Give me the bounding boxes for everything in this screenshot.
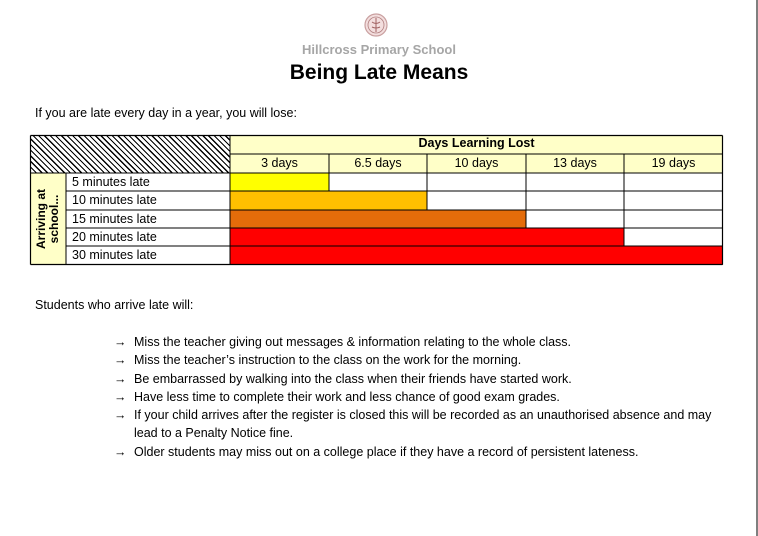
table-grid (30, 135, 723, 265)
column-header: 6.5 days (329, 154, 427, 173)
list-item (114, 351, 724, 369)
column-header: 13 days (526, 154, 624, 173)
row-label: 30 minutes late (66, 246, 230, 265)
row-label: 10 minutes late (66, 191, 230, 210)
list-item-text: Miss the teacher’s instruction to the class on the work for the morning. (134, 353, 522, 368)
school-name: Hillcross Primary School (302, 42, 456, 57)
consequence-list (114, 333, 724, 461)
row-label: 20 minutes late (66, 228, 230, 246)
list-item-text: If your child arrives after the register is closed this will be recorded as an unauthorised absence and may lead to a Penalty Notice fine. (134, 408, 712, 441)
arrow-icon: → (114, 371, 127, 386)
list-item-text: Older students may miss out on a college place if they have a record of persistent lateness. (134, 444, 639, 459)
arrow-icon: → (114, 408, 127, 423)
arrow-icon: → (114, 335, 127, 349)
row-group-label-text: Arriving at school... (34, 189, 61, 250)
table-header-title: Days Learning Lost (230, 135, 723, 154)
list-item-text: Miss the teacher giving out messages & information relating to the whole class. (134, 335, 572, 349)
arrow-icon: → (114, 353, 127, 368)
late-bar (230, 246, 723, 265)
list-item (114, 406, 724, 443)
late-bar (230, 228, 624, 246)
list-item (114, 388, 724, 406)
page-title: Being Late Means (289, 61, 469, 84)
students-heading: Students who arrive late will: (35, 298, 194, 312)
intro-text: If you are late every day in a year, you will lose: (35, 106, 297, 120)
school-crest-icon (364, 13, 388, 37)
list-item (114, 370, 724, 388)
arrow-icon: → (114, 389, 127, 404)
late-days-table (30, 135, 723, 265)
row-label: 15 minutes late (66, 210, 230, 228)
column-header: 19 days (624, 154, 723, 173)
list-item (114, 443, 724, 461)
list-item (114, 333, 724, 351)
column-header: 3 days (230, 154, 329, 173)
list-item-text: Have less time to complete their work and less chance of good exam grades. (134, 389, 560, 404)
late-bar (230, 191, 427, 210)
late-bar (230, 173, 329, 191)
list-item-text: Be embarrassed by walking into the class when their friends have started work. (134, 371, 572, 386)
arrow-icon: → (114, 444, 127, 459)
late-bar (230, 210, 526, 228)
column-header: 10 days (427, 154, 526, 173)
row-label: 5 minutes late (66, 173, 230, 191)
